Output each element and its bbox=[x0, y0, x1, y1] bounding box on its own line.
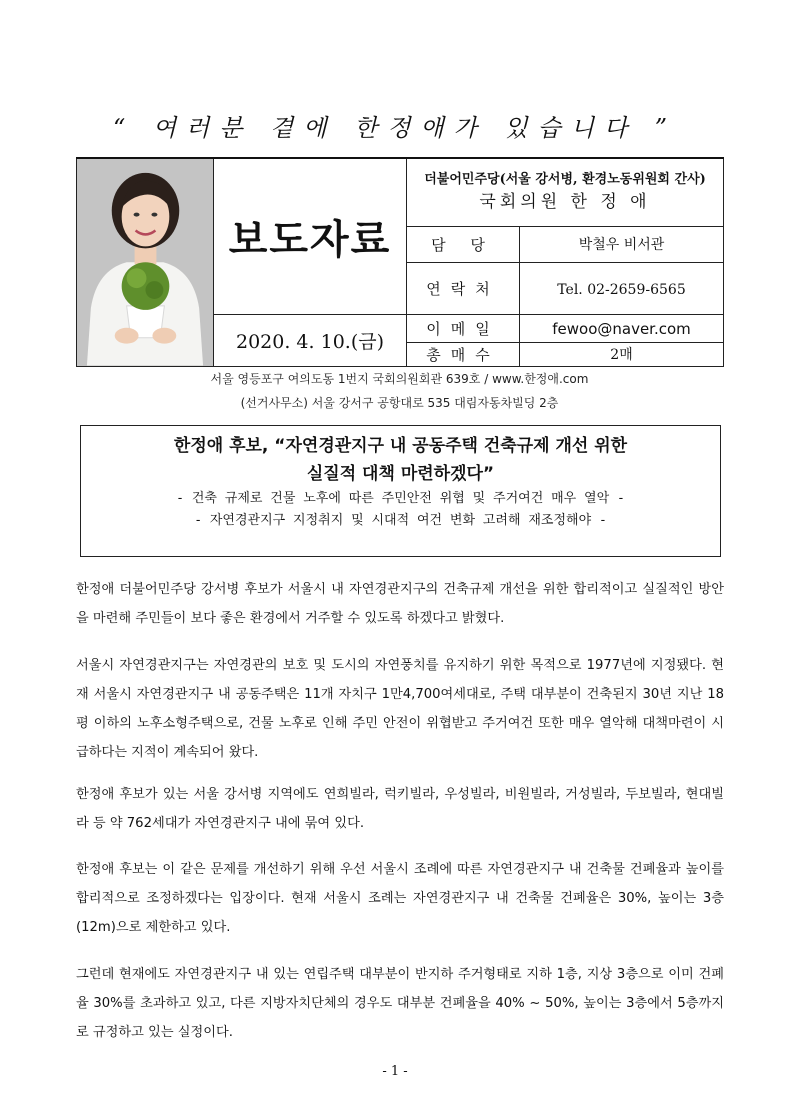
paragraph-5: 그런데 현재에도 자연경관지구 내 있는 연립주택 대부분이 반지하 주거형태로 지하 1층, 지상 3층으로 이미 건폐율 30%를 초과하고 있고, 다른 지방자치단체의 경우도 대부분 건폐율을 40% ~ 50%, 높이는 3층에서 5층까지로 규정하고 있는 실정이다. bbox=[76, 967, 724, 1040]
office-address: 서울 영등포구 여의도동 1번지 국회의원회관 639호 / www.한정애.com bbox=[210, 372, 589, 386]
org-cell bbox=[407, 158, 724, 226]
phone-label: 연락처 bbox=[426, 279, 500, 298]
party-committee-text: 더불어민주당(서울 강서병, 환경노동위원회 간사) bbox=[424, 172, 706, 188]
member-name: 국회의원 한 정 애 bbox=[479, 192, 651, 213]
pages-label: 총매수 bbox=[426, 345, 500, 364]
press-release-title: 보도자료 bbox=[228, 216, 392, 263]
phone-value-cell bbox=[520, 262, 724, 314]
candidate-photo bbox=[77, 158, 214, 366]
contact-label: 담 당 bbox=[431, 235, 495, 254]
paragraph-3: 한정애 후보가 있는 서울 강서병 지역에도 연희빌라, 럭키빌라, 우성빌라, 비원빌라, 거성빌라, 두보빌라, 현대빌라 등 약 762세대가 자연경관지구 내에 묶여 있다. bbox=[76, 787, 724, 831]
subheadline-1: - 건축 규제로 건물 노후에 따른 주민안전 위협 및 주거여건 매우 열악 - bbox=[176, 491, 625, 506]
date-cell bbox=[214, 314, 407, 366]
headline-box bbox=[80, 425, 721, 557]
email-value-cell bbox=[520, 314, 724, 342]
headline-line-2: 실질적 대책 마련하겠다” bbox=[306, 464, 495, 484]
email-label: 이메일 bbox=[426, 319, 500, 338]
release-date: 2020. 4. 10.(금) bbox=[236, 330, 384, 353]
title-cell bbox=[214, 158, 407, 314]
page-count: 2매 bbox=[610, 347, 633, 363]
press-release-header bbox=[76, 157, 724, 367]
subheadline-2: - 자연경관지구 지정취지 및 시대적 여건 변화 고려해 재조정해야 - bbox=[194, 513, 607, 528]
slogan: “ 여러분 곁에 한정애가 있습니다 ” bbox=[112, 114, 678, 142]
paragraph-4: 한정애 후보는 이 같은 문제를 개선하기 위해 우선 서울시 조례에 따른 자연경관지구 내 건축물 건폐율과 높이를 합리적으로 조정하겠다는 입장이다. 현재 서울시 조례는 자연경관지구 내 건축물 건폐율은 30%, 높이는 3층(12m)으로 제한하고 있다. bbox=[76, 862, 724, 935]
email-address: fewoo@naver.com bbox=[552, 319, 691, 338]
headline bbox=[81, 432, 720, 488]
paragraph-2: 서울시 자연경관지구는 자연경관의 보호 및 도시의 자연풍치를 유지하기 위한 목적으로 1977년에 지정됐다. 현재 서울시 자연경관지구 내 공동주택은 11개 자치구 1만4,700여세대로, 주택 대부분이 건축된지 30년 지난 18평 이하의 노후소형주택으로, 건물 노후로 인해 주민 안전이 위협받고 주거여건 또한 매우 열악해 대책마련이 시급하다는 지적이 계속되어 왔다. bbox=[76, 658, 724, 760]
candidate-portrait-image bbox=[77, 159, 213, 366]
phone-label-cell bbox=[407, 262, 520, 314]
page-number: - 1 - bbox=[382, 1064, 408, 1079]
email-label-cell bbox=[407, 314, 520, 342]
paragraph-1: 한정애 더불어민주당 강서병 후보가 서울시 내 자연경관지구의 건축규제 개선을 위한 합리적이고 실질적인 방안을 마련해 주민들이 보다 좋은 환경에서 거주할 수 있도록 하겠다고 밝혔다. bbox=[76, 582, 724, 626]
contact-person: 박철우 비서관 bbox=[578, 237, 665, 253]
contact-value-cell bbox=[520, 226, 724, 262]
contact-label-cell bbox=[407, 226, 520, 262]
headline-line-1: 한정애 후보, “자연경관지구 내 공동주택 건축규제 개선 위한 bbox=[173, 436, 628, 456]
phone-number: Tel. 02-2659-6565 bbox=[557, 281, 686, 298]
campaign-office-address: (선거사무소) 서울 강서구 공항대로 535 대림자동차빌딩 2층 bbox=[240, 396, 559, 410]
pages-value-cell bbox=[520, 342, 724, 366]
pages-label-cell bbox=[407, 342, 520, 366]
